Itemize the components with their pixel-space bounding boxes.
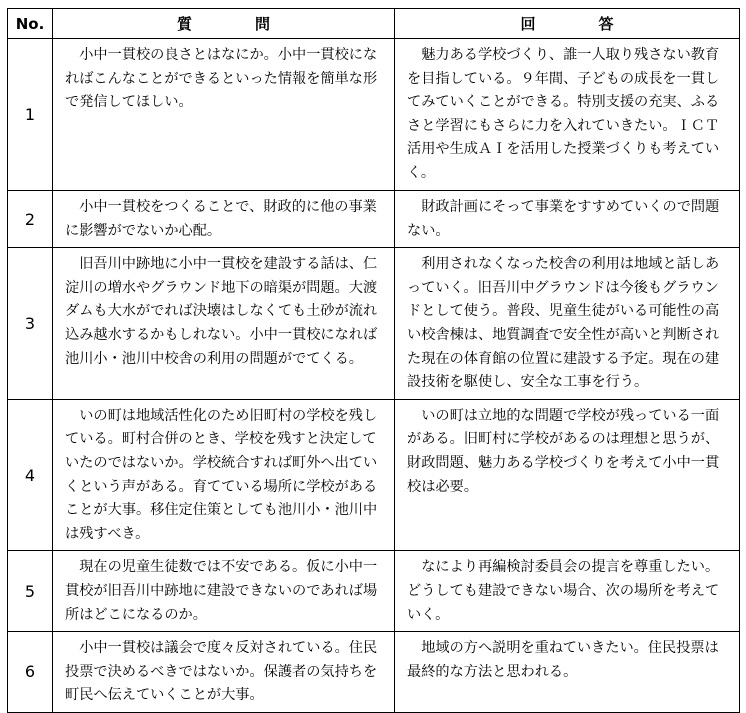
- row-number: 6: [8, 632, 53, 713]
- answer-cell: 利用されなくなった校舎の利用は地域と話しあっていく。旧吾川中グラウンドは今後もグラウンドとして使う。普段、児童生徒がいる可能性の高い校舎棟は、地質調査で安全性が高いと判断された現在の体育館の位置に建設する予定。現在の建設技術を駆使し、安全な工事を行う。: [395, 248, 740, 400]
- row-number: 3: [8, 248, 53, 400]
- table-row: [8, 248, 740, 400]
- row-number: 1: [8, 39, 53, 191]
- question-cell: 小中一貫校をつくることで、財政的に他の事業に影響がでないか心配。: [53, 191, 395, 248]
- answer-cell: 財政計画にそって事業をすすめていくので問題ない。: [395, 191, 740, 248]
- answer-cell: 魅力ある学校づくり、誰一人取り残さない教育を目指している。９年間、子どもの成長を一貫してみていくことができる。特別支援の充実、ふるさと学習にもさらに力を入れていきたい。ＩＣＴ活用や生成ＡＩを活用した授業づくりも考えていく。: [395, 39, 740, 191]
- qa-table: [7, 8, 740, 713]
- question-cell: 小中一貫校の良さとはなにか。小中一貫校になればこんなことができるといった情報を簡単な形で発信してほしい。: [53, 39, 395, 191]
- header-no: No.: [8, 9, 53, 39]
- table-row: [8, 191, 740, 248]
- answer-cell: 地域の方へ説明を重ねていきたい。住民投票は最終的な方法と思われる。: [395, 632, 740, 713]
- table-row: [8, 39, 740, 191]
- question-cell: 小中一貫校は議会で度々反対されている。住民投票で決めるべきではないか。保護者の気持ちを町民へ伝えていくことが大事。: [53, 632, 395, 713]
- question-cell: 旧吾川中跡地に小中一貫校を建設する話は、仁淀川の増水やグラウンド地下の暗渠が問題。大渡ダムも大水がでれば決壊はしなくても土砂が流れ込み越水するかもしれない。小中一貫校になれば池川小・池川中校舎の利用の問題がでてくる。: [53, 248, 395, 400]
- answer-cell: いの町は立地的な問題で学校が残っている一面がある。旧町村に学校があるのは理想と思うが、財政問題、魅力ある学校づくりを考えて小中一貫校は必要。: [395, 399, 740, 551]
- row-number: 4: [8, 399, 53, 551]
- question-cell: 現在の児童生徒数では不安である。仮に小中一貫校が旧吾川中跡地に建設できないのであれば場所はどこになるのか。: [53, 551, 395, 632]
- row-number: 2: [8, 191, 53, 248]
- question-cell: いの町は地域活性化のため旧町村の学校を残している。町村合併のとき、学校を残すと決定していたのではないか。学校統合すれば町外へ出ていくという声がある。育てている場所に学校があることが大事。移住定住策としても池川小・池川中は残すべき。: [53, 399, 395, 551]
- row-number: 5: [8, 551, 53, 632]
- table-row: [8, 551, 740, 632]
- header-question: 質 問: [53, 9, 395, 39]
- table-row: [8, 632, 740, 713]
- table-row: [8, 399, 740, 551]
- answer-cell: なにより再編検討委員会の提言を尊重したい。どうしても建設できない場合、次の場所を考えていく。: [395, 551, 740, 632]
- header-answer: 回 答: [395, 9, 740, 39]
- header-row: [8, 9, 740, 39]
